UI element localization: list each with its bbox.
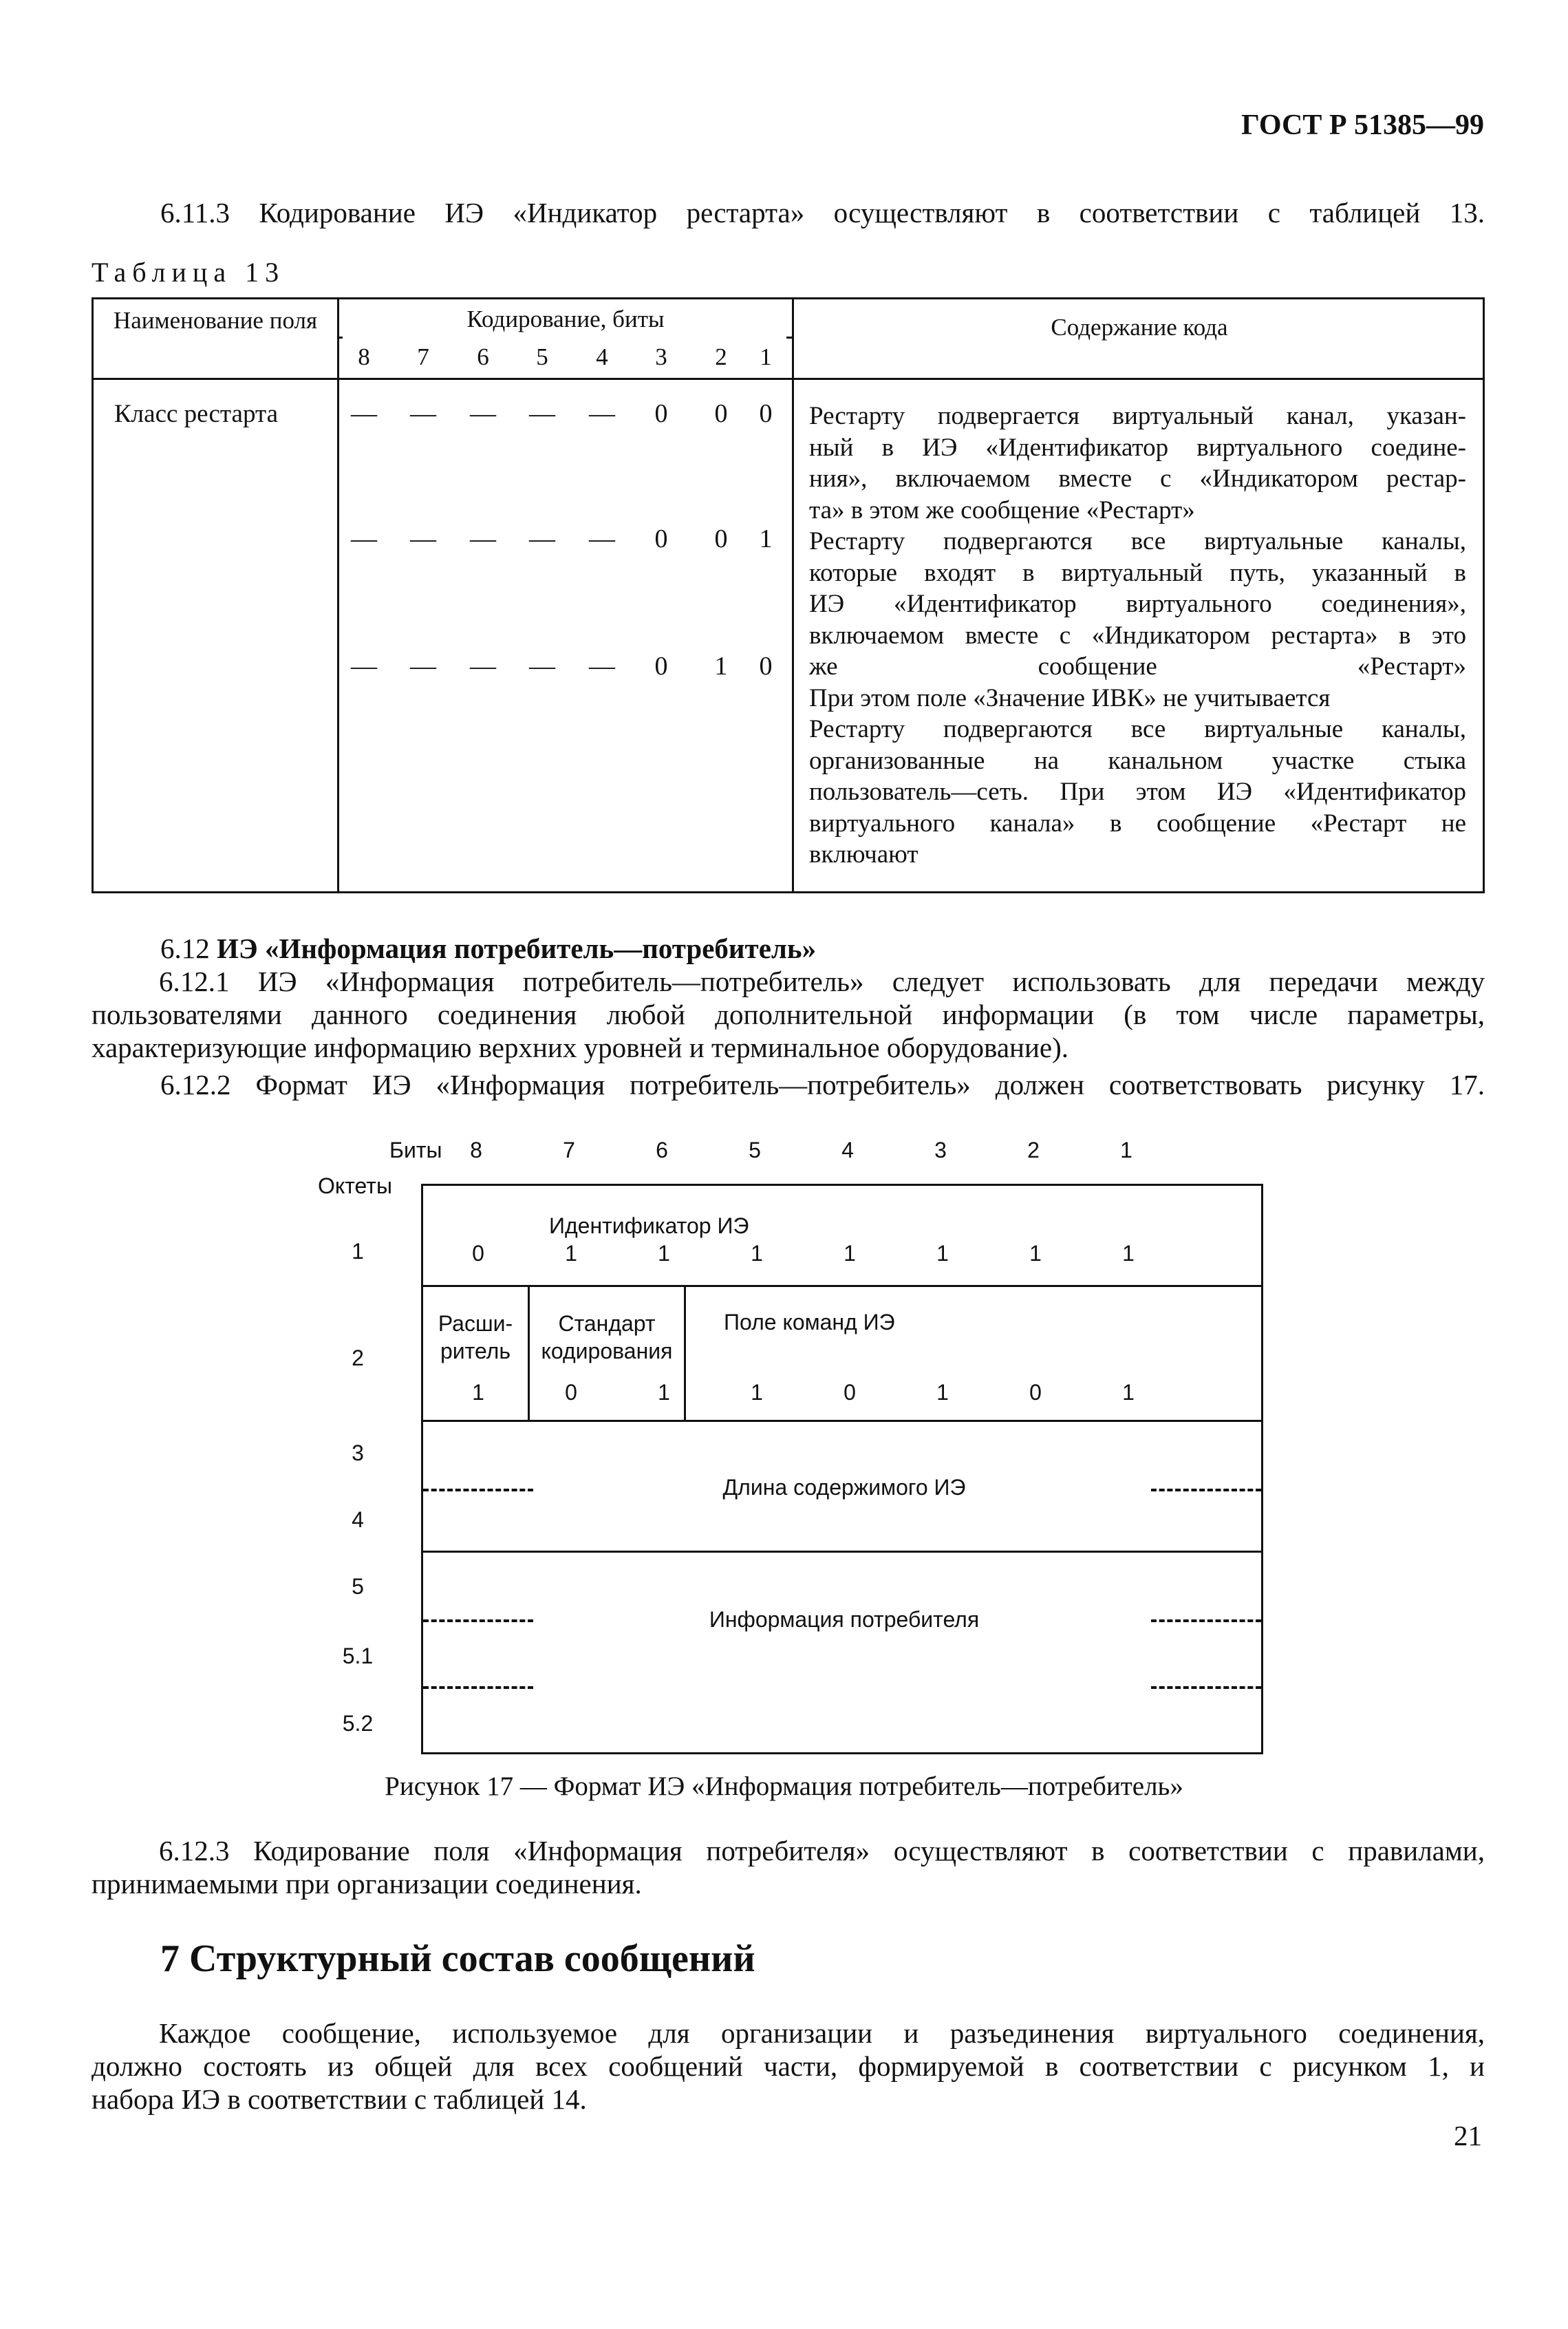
p6123-line-2: принимаемыми при организации соединения. — [92, 1868, 642, 1900]
code-cell: — — [470, 524, 496, 553]
code-cell: 0 — [759, 652, 773, 681]
code-cell: — — [589, 652, 615, 681]
code-description-line: ИЭ «Идентификатор виртуального соединения», — [809, 590, 1466, 618]
document-id: ГОСТ Р 51385—99 — [1241, 109, 1484, 141]
bit-header-1: 1 — [760, 343, 772, 370]
code-description-line: ния», включаемом вместе с «Индикатором рестар- — [809, 465, 1466, 493]
octet-number: 3 — [352, 1440, 364, 1465]
code-cell: — — [529, 399, 555, 428]
code-description-line: организованные на канальном участке стыка — [809, 746, 1466, 775]
coding-standard-label — [530, 1310, 684, 1365]
octet-number: 1 — [352, 1239, 364, 1264]
paragraph-6-11-3: 6.11.3 Кодирование ИЭ «Индикатор рестарта» осуществляют в соответствии с таблицей 13. — [160, 197, 1485, 228]
code-cell: — — [529, 524, 555, 553]
octet-2-bit: 0 — [1029, 1380, 1042, 1405]
section-7-heading: 7 Структурный состав сообщений — [160, 1937, 755, 1980]
figure-17-caption: Рисунок 17 — Формат ИЭ «Информация потребитель—потребитель» — [385, 1772, 1183, 1801]
code-cell: 1 — [759, 524, 773, 553]
code-description-line: При этом поле «Значение ИВК» не учитывается — [809, 683, 1331, 712]
paragraph-7 — [92, 2017, 1485, 2116]
p7-line-3: набора ИЭ в соответствии с таблицей 14. — [92, 2083, 587, 2115]
code-cell: 0 — [654, 524, 668, 553]
bit-header-4: 4 — [596, 343, 608, 370]
octet-2-bit: 0 — [844, 1380, 856, 1405]
col-header-content: Содержание кода — [1051, 314, 1228, 341]
section-title: ИЭ «Информация потребитель—потребитель» — [217, 933, 817, 964]
bits-label: Биты — [389, 1138, 442, 1162]
code-cell: 0 — [714, 524, 728, 553]
table-13-label: Таблица 13 — [92, 257, 286, 288]
code-cell: — — [351, 652, 377, 681]
command-field-label: Поле команд ИЭ — [724, 1310, 895, 1334]
bit-header-5: 5 — [536, 343, 548, 370]
code-description-line: Рестарту подвергается виртуальный канал, указан- — [809, 402, 1466, 430]
octet-2-bit: 0 — [565, 1380, 577, 1405]
p6121-line-2: пользователями данного соединения любой дополнительной информации (в том числе параметры, — [92, 999, 1485, 1030]
ie-id-label: Идентификатор ИЭ — [549, 1213, 749, 1238]
code-cell: 1 — [714, 652, 728, 681]
octet-1-bit: 1 — [751, 1241, 763, 1266]
paragraph-6-12-3 — [92, 1834, 1485, 1900]
octet-number: 5.2 — [342, 1711, 374, 1736]
code-cell: — — [351, 524, 377, 553]
coding-standard-line-2: кодирования — [541, 1339, 673, 1363]
code-description-line: пользователь—сеть. При этом ИЭ «Идентификатор — [809, 778, 1466, 806]
code-cell: 0 — [714, 399, 728, 428]
code-description-line: та» в этом же сообщение «Рестарт» — [809, 496, 1195, 524]
figure-bit-header: 7 — [563, 1138, 575, 1162]
bit-header-6: 6 — [477, 343, 489, 370]
code-cell: — — [410, 524, 436, 553]
coding-standard-line-1: Стандарт — [558, 1311, 656, 1336]
bit-header-7: 7 — [417, 343, 429, 370]
octet-number: 2 — [352, 1346, 364, 1370]
octet-1-bit: 1 — [1029, 1241, 1042, 1266]
bit-header-8: 8 — [358, 343, 370, 370]
user-info-label: Информация потребителя — [709, 1607, 980, 1632]
bit-header-2: 2 — [715, 343, 727, 370]
code-description-line: которые входят в виртуальный путь, указанный в — [809, 558, 1466, 587]
extension-label — [423, 1310, 528, 1365]
code-description-line: же сообщение «Рестарт» — [809, 652, 1466, 681]
section-number: 6.12 — [160, 933, 210, 964]
code-cell: — — [589, 399, 615, 428]
code-description-line: Рестарту подвергаются все виртуальные каналы, — [809, 715, 1466, 743]
figure-17-frame — [421, 1184, 1263, 1754]
p7-line-1: Каждое сообщение, используемое для организации и разъединения виртуального соединения, — [159, 2017, 1485, 2049]
length-label: Длина содержимого ИЭ — [722, 1475, 966, 1500]
extension-label-line-1: Расши- — [438, 1311, 513, 1336]
code-cell: 0 — [654, 399, 668, 428]
octet-2-bit: 1 — [936, 1380, 949, 1405]
octet-2-bit: 1 — [658, 1380, 670, 1405]
p7-line-2: должно состоять из общей для всех сообщений части, формируемой в соответствии с рисунком 1, и — [92, 2050, 1485, 2082]
octet-2-bit: 1 — [1122, 1380, 1135, 1405]
code-cell: — — [410, 399, 436, 428]
octet-2-bit: 1 — [472, 1380, 484, 1405]
figure-bit-header: 2 — [1027, 1138, 1040, 1162]
col-header-field-name: Наименование поля — [113, 307, 318, 334]
code-cell: — — [410, 652, 436, 681]
p6123-line-1: 6.12.3 Кодирование поля «Информация потребителя» осуществляют в соответствии с правилами, — [159, 1835, 1485, 1867]
section-6-12-heading — [160, 932, 816, 965]
octet-number: 4 — [352, 1507, 364, 1532]
code-description-line: Рестарту подвергаются все виртуальные каналы, — [809, 527, 1466, 555]
extension-label-line-2: ритель — [440, 1339, 511, 1363]
code-cell: — — [470, 399, 496, 428]
paragraph-6-12-1 — [92, 965, 1485, 1064]
octet-number: 5 — [352, 1574, 364, 1599]
octet-1-bit: 1 — [844, 1241, 856, 1266]
octet-1-bit: 0 — [472, 1241, 484, 1266]
octet-1-bit: 1 — [658, 1241, 670, 1266]
code-description-line: включаемом вместе с «Индикатором рестарта» в это — [809, 621, 1466, 650]
octet-2-bit: 1 — [751, 1380, 763, 1405]
octet-number: 5.1 — [342, 1644, 374, 1668]
code-description-line: включают — [809, 840, 919, 869]
code-cell: — — [589, 524, 615, 553]
field-name-cell: Класс рестарта — [114, 400, 279, 428]
code-description-line: виртуального канала» в сообщение «Рестарт не — [809, 809, 1466, 838]
p6121-line-3: характеризующие информацию верхних уровней и терминальное оборудование). — [92, 1032, 1069, 1063]
code-cell: 0 — [654, 652, 668, 681]
paragraph-6-12-2: 6.12.2 Формат ИЭ «Информация потребитель—потребитель» должен соответствовать рисунку 17. — [160, 1069, 1485, 1100]
p6121-line-1: 6.12.1 ИЭ «Информация потребитель—потребитель» следует использовать для передачи между — [159, 966, 1485, 997]
figure-bit-header: 4 — [841, 1138, 854, 1162]
octet-1-bit: 1 — [1122, 1241, 1135, 1266]
code-cell: — — [470, 652, 496, 681]
figure-bit-header: 1 — [1120, 1138, 1132, 1162]
figure-bit-header: 6 — [656, 1138, 668, 1162]
code-cell: — — [529, 652, 555, 681]
table-13 — [92, 297, 1485, 893]
octet-1-bit: 1 — [565, 1241, 577, 1266]
code-cell: — — [351, 399, 377, 428]
code-cell: 0 — [759, 399, 773, 428]
figure-bit-header: 3 — [934, 1138, 947, 1162]
code-description-line: ный в ИЭ «Идентификатор виртуального соедине- — [809, 433, 1466, 462]
figure-bit-header: 5 — [749, 1138, 761, 1162]
col-header-coding: Кодирование, биты — [466, 306, 665, 332]
bit-header-3: 3 — [655, 343, 667, 370]
page-number: 21 — [1454, 2120, 1482, 2151]
octets-label: Октеты — [318, 1173, 392, 1198]
octet-1-bit: 1 — [936, 1241, 949, 1266]
figure-bit-header: 8 — [470, 1138, 482, 1162]
